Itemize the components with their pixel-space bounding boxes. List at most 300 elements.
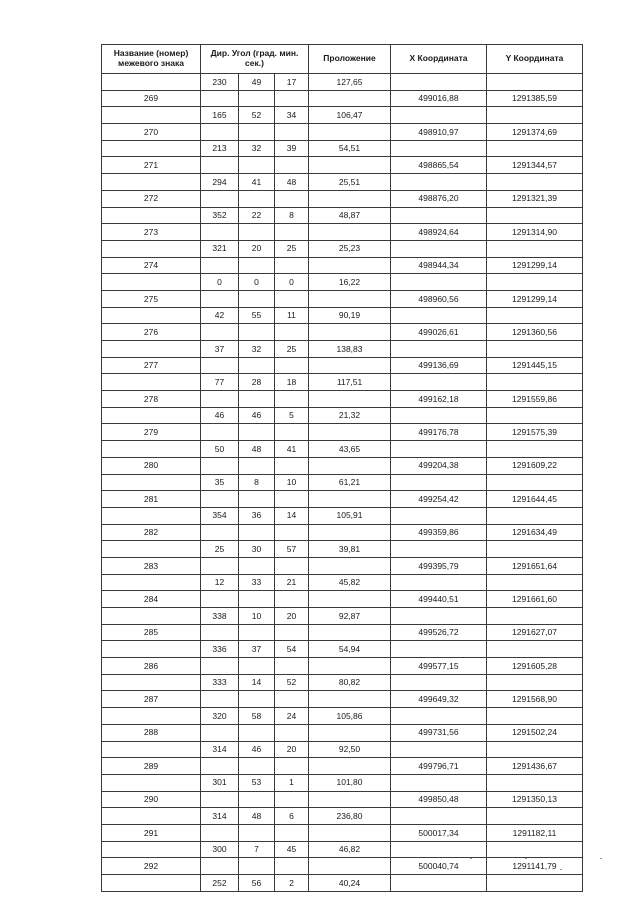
point-name: 278 [102, 391, 201, 408]
y-coordinate: 1291651,64 [487, 557, 583, 574]
angle-deg-empty [201, 724, 239, 741]
angle-deg-empty [201, 524, 239, 541]
angle-minutes: 7 [239, 841, 275, 858]
x-coordinate-empty [391, 507, 487, 524]
segment-length: 127,65 [309, 74, 391, 91]
angle-seconds: 25 [275, 341, 309, 358]
x-coordinate-empty [391, 674, 487, 691]
point-name-empty [102, 875, 201, 892]
angle-sec-empty [275, 357, 309, 374]
angle-min-empty [239, 491, 275, 508]
y-coordinate-empty [487, 74, 583, 91]
angle-degrees: 42 [201, 307, 239, 324]
y-coordinate: 1291436,67 [487, 758, 583, 775]
y-coordinate-empty [487, 641, 583, 658]
length-empty [309, 324, 391, 341]
angle-minutes: 32 [239, 341, 275, 358]
length-empty [309, 758, 391, 775]
angle-deg-empty [201, 90, 239, 107]
segment-row [102, 374, 583, 391]
point-name: 277 [102, 357, 201, 374]
angle-seconds: 5 [275, 407, 309, 424]
angle-seconds: 25 [275, 240, 309, 257]
segment-length: 61,21 [309, 474, 391, 491]
y-coordinate-empty [487, 574, 583, 591]
segment-row [102, 674, 583, 691]
angle-min-empty [239, 624, 275, 641]
length-empty [309, 524, 391, 541]
angle-sec-empty [275, 90, 309, 107]
segment-row [102, 140, 583, 157]
segment-length: 90,19 [309, 307, 391, 324]
point-name-empty [102, 107, 201, 124]
point-row [102, 824, 583, 841]
point-row [102, 224, 583, 241]
segment-row [102, 207, 583, 224]
y-coordinate-empty [487, 474, 583, 491]
y-coordinate-empty [487, 407, 583, 424]
y-coordinate: 1291299,14 [487, 257, 583, 274]
point-row [102, 391, 583, 408]
angle-deg-empty [201, 658, 239, 675]
y-coordinate-empty [487, 841, 583, 858]
angle-sec-empty [275, 658, 309, 675]
point-name: 273 [102, 224, 201, 241]
length-empty [309, 224, 391, 241]
angle-sec-empty [275, 324, 309, 341]
x-coordinate: 499254,42 [391, 491, 487, 508]
x-coordinate-empty [391, 74, 487, 91]
angle-sec-empty [275, 157, 309, 174]
segment-row [102, 708, 583, 725]
point-row [102, 858, 583, 875]
segment-length: 236,80 [309, 808, 391, 825]
point-name-empty [102, 341, 201, 358]
length-empty [309, 691, 391, 708]
table-header-row [102, 45, 583, 74]
angle-degrees: 321 [201, 240, 239, 257]
x-coordinate-empty [391, 274, 487, 291]
length-empty [309, 858, 391, 875]
point-name-empty [102, 407, 201, 424]
y-coordinate: 1291575,39 [487, 424, 583, 441]
angle-min-empty [239, 391, 275, 408]
angle-deg-empty [201, 391, 239, 408]
x-coordinate: 499796,71 [391, 758, 487, 775]
angle-degrees: 0 [201, 274, 239, 291]
angle-minutes: 33 [239, 574, 275, 591]
y-coordinate-empty [487, 708, 583, 725]
angle-deg-empty [201, 824, 239, 841]
y-coordinate-empty [487, 140, 583, 157]
y-coordinate: 1291344,57 [487, 157, 583, 174]
y-coordinate-empty [487, 741, 583, 758]
angle-sec-empty [275, 491, 309, 508]
y-coordinate-empty [487, 441, 583, 458]
segment-length: 105,86 [309, 708, 391, 725]
x-coordinate-empty [391, 341, 487, 358]
header-length: Проложение [309, 45, 391, 74]
point-row [102, 424, 583, 441]
angle-seconds: 54 [275, 641, 309, 658]
segment-length: 105,91 [309, 507, 391, 524]
x-coordinate-empty [391, 608, 487, 625]
segment-length: 46,82 [309, 841, 391, 858]
angle-sec-empty [275, 391, 309, 408]
angle-seconds: 20 [275, 741, 309, 758]
length-empty [309, 357, 391, 374]
angle-min-empty [239, 557, 275, 574]
angle-deg-empty [201, 190, 239, 207]
point-row [102, 591, 583, 608]
point-row [102, 491, 583, 508]
segment-length: 138,83 [309, 341, 391, 358]
angle-minutes: 28 [239, 374, 275, 391]
point-name-empty [102, 207, 201, 224]
angle-seconds: 11 [275, 307, 309, 324]
angle-sec-empty [275, 858, 309, 875]
segment-length: 16,22 [309, 274, 391, 291]
scan-speck [600, 858, 602, 859]
angle-degrees: 213 [201, 140, 239, 157]
angle-deg-empty [201, 257, 239, 274]
point-name: 276 [102, 324, 201, 341]
angle-seconds: 57 [275, 541, 309, 558]
angle-degrees: 333 [201, 674, 239, 691]
angle-degrees: 300 [201, 841, 239, 858]
length-empty [309, 491, 391, 508]
angle-sec-empty [275, 224, 309, 241]
x-coordinate-empty [391, 774, 487, 791]
point-name: 275 [102, 290, 201, 307]
y-coordinate: 1291182,11 [487, 824, 583, 841]
angle-seconds: 14 [275, 507, 309, 524]
point-row [102, 691, 583, 708]
angle-degrees: 320 [201, 708, 239, 725]
x-coordinate-empty [391, 541, 487, 558]
angle-min-empty [239, 691, 275, 708]
point-name: 286 [102, 658, 201, 675]
x-coordinate: 499026,61 [391, 324, 487, 341]
angle-degrees: 338 [201, 608, 239, 625]
angle-min-empty [239, 257, 275, 274]
scan-speck [525, 858, 527, 859]
x-coordinate: 499440,51 [391, 591, 487, 608]
length-empty [309, 124, 391, 141]
segment-row [102, 174, 583, 191]
angle-seconds: 20 [275, 608, 309, 625]
angle-degrees: 352 [201, 207, 239, 224]
angle-seconds: 8 [275, 207, 309, 224]
y-coordinate-empty [487, 875, 583, 892]
angle-degrees: 165 [201, 107, 239, 124]
angle-deg-empty [201, 457, 239, 474]
angle-seconds: 34 [275, 107, 309, 124]
point-name: 271 [102, 157, 201, 174]
y-coordinate: 1291644,45 [487, 491, 583, 508]
length-empty [309, 257, 391, 274]
angle-minutes: 46 [239, 741, 275, 758]
x-coordinate-empty [391, 441, 487, 458]
x-coordinate: 499395,79 [391, 557, 487, 574]
segment-length: 21,32 [309, 407, 391, 424]
x-coordinate: 500017,34 [391, 824, 487, 841]
segment-length: 117,51 [309, 374, 391, 391]
angle-minutes: 56 [239, 875, 275, 892]
y-coordinate: 1291374,69 [487, 124, 583, 141]
segment-length: 80,82 [309, 674, 391, 691]
y-coordinate: 1291634,49 [487, 524, 583, 541]
point-name-empty [102, 174, 201, 191]
y-coordinate-empty [487, 207, 583, 224]
header-direction-angle: Дир. Угол (град. мин. сек.) [201, 45, 309, 74]
angle-seconds: 18 [275, 374, 309, 391]
segment-row [102, 774, 583, 791]
angle-min-empty [239, 524, 275, 541]
angle-sec-empty [275, 791, 309, 808]
angle-minutes: 48 [239, 441, 275, 458]
x-coordinate: 499204,38 [391, 457, 487, 474]
angle-seconds: 45 [275, 841, 309, 858]
y-coordinate-empty [487, 107, 583, 124]
length-empty [309, 557, 391, 574]
angle-minutes: 49 [239, 74, 275, 91]
angle-minutes: 55 [239, 307, 275, 324]
angle-sec-empty [275, 124, 309, 141]
y-coordinate: 1291445,15 [487, 357, 583, 374]
point-name-empty [102, 708, 201, 725]
angle-degrees: 354 [201, 507, 239, 524]
length-empty [309, 658, 391, 675]
point-name-empty [102, 608, 201, 625]
x-coordinate-empty [391, 741, 487, 758]
point-name-empty [102, 74, 201, 91]
angle-sec-empty [275, 557, 309, 574]
angle-min-empty [239, 157, 275, 174]
point-name: 272 [102, 190, 201, 207]
angle-min-empty [239, 791, 275, 808]
point-name-empty [102, 808, 201, 825]
angle-minutes: 46 [239, 407, 275, 424]
segment-length: 48,87 [309, 207, 391, 224]
point-row [102, 190, 583, 207]
angle-deg-empty [201, 290, 239, 307]
point-name: 291 [102, 824, 201, 841]
angle-minutes: 10 [239, 608, 275, 625]
y-coordinate-empty [487, 808, 583, 825]
length-empty [309, 391, 391, 408]
angle-degrees: 37 [201, 341, 239, 358]
angle-minutes: 30 [239, 541, 275, 558]
length-empty [309, 190, 391, 207]
x-coordinate-empty [391, 107, 487, 124]
segment-row [102, 107, 583, 124]
y-coordinate-empty [487, 674, 583, 691]
survey-sheet [101, 44, 583, 892]
angle-deg-empty [201, 758, 239, 775]
angle-minutes: 32 [239, 140, 275, 157]
angle-sec-empty [275, 457, 309, 474]
angle-min-empty [239, 858, 275, 875]
x-coordinate-empty [391, 407, 487, 424]
angle-seconds: 1 [275, 774, 309, 791]
point-row [102, 791, 583, 808]
angle-sec-empty [275, 691, 309, 708]
segment-length: 92,87 [309, 608, 391, 625]
coordinates-table [101, 44, 583, 892]
angle-seconds: 52 [275, 674, 309, 691]
length-empty [309, 724, 391, 741]
point-name-empty [102, 240, 201, 257]
angle-sec-empty [275, 424, 309, 441]
y-coordinate: 1291385,59 [487, 90, 583, 107]
segment-length: 25,51 [309, 174, 391, 191]
x-coordinate: 499526,72 [391, 624, 487, 641]
segment-row [102, 875, 583, 892]
length-empty [309, 457, 391, 474]
segment-row [102, 274, 583, 291]
header-y-coordinate: Y Координата [487, 45, 583, 74]
angle-seconds: 21 [275, 574, 309, 591]
point-name: 284 [102, 591, 201, 608]
header-x-coordinate: X Координата [391, 45, 487, 74]
angle-sec-empty [275, 591, 309, 608]
point-name: 288 [102, 724, 201, 741]
angle-minutes: 14 [239, 674, 275, 691]
x-coordinate-empty [391, 174, 487, 191]
point-name: 270 [102, 124, 201, 141]
segment-row [102, 441, 583, 458]
angle-deg-empty [201, 591, 239, 608]
point-name: 283 [102, 557, 201, 574]
angle-minutes: 8 [239, 474, 275, 491]
x-coordinate-empty [391, 574, 487, 591]
y-coordinate: 1291360,56 [487, 324, 583, 341]
scan-speck [470, 858, 472, 859]
x-coordinate-empty [391, 875, 487, 892]
x-coordinate-empty [391, 708, 487, 725]
angle-minutes: 52 [239, 107, 275, 124]
point-name-empty [102, 474, 201, 491]
x-coordinate: 498910,97 [391, 124, 487, 141]
y-coordinate-empty [487, 174, 583, 191]
angle-deg-empty [201, 124, 239, 141]
point-row [102, 557, 583, 574]
angle-minutes: 22 [239, 207, 275, 224]
point-row [102, 758, 583, 775]
segment-row [102, 541, 583, 558]
y-coordinate: 1291321,39 [487, 190, 583, 207]
x-coordinate-empty [391, 307, 487, 324]
angle-seconds: 2 [275, 875, 309, 892]
segment-length: 106,47 [309, 107, 391, 124]
y-coordinate-empty [487, 541, 583, 558]
segment-length: 43,65 [309, 441, 391, 458]
x-coordinate: 499649,32 [391, 691, 487, 708]
angle-seconds: 10 [275, 474, 309, 491]
angle-minutes: 53 [239, 774, 275, 791]
segment-row [102, 608, 583, 625]
point-name: 289 [102, 758, 201, 775]
length-empty [309, 624, 391, 641]
y-coordinate-empty [487, 774, 583, 791]
x-coordinate: 499136,69 [391, 357, 487, 374]
point-row [102, 357, 583, 374]
point-row [102, 658, 583, 675]
point-name: 281 [102, 491, 201, 508]
angle-sec-empty [275, 290, 309, 307]
angle-min-empty [239, 824, 275, 841]
point-name: 274 [102, 257, 201, 274]
angle-minutes: 37 [239, 641, 275, 658]
angle-minutes: 20 [239, 240, 275, 257]
angle-sec-empty [275, 724, 309, 741]
x-coordinate: 499359,86 [391, 524, 487, 541]
x-coordinate: 498865,54 [391, 157, 487, 174]
segment-row [102, 574, 583, 591]
x-coordinate: 499850,48 [391, 791, 487, 808]
angle-min-empty [239, 90, 275, 107]
angle-sec-empty [275, 624, 309, 641]
angle-degrees: 314 [201, 808, 239, 825]
angle-min-empty [239, 357, 275, 374]
y-coordinate-empty [487, 307, 583, 324]
x-coordinate: 499162,18 [391, 391, 487, 408]
y-coordinate: 1291568,90 [487, 691, 583, 708]
angle-min-empty [239, 591, 275, 608]
x-coordinate: 499731,56 [391, 724, 487, 741]
x-coordinate: 499016,88 [391, 90, 487, 107]
segment-length: 40,24 [309, 875, 391, 892]
point-name-empty [102, 541, 201, 558]
y-coordinate-empty [487, 374, 583, 391]
angle-degrees: 25 [201, 541, 239, 558]
angle-seconds: 39 [275, 140, 309, 157]
angle-min-empty [239, 658, 275, 675]
point-name: 292 [102, 858, 201, 875]
angle-min-empty [239, 290, 275, 307]
x-coordinate-empty [391, 474, 487, 491]
x-coordinate: 499176,78 [391, 424, 487, 441]
point-name-empty [102, 441, 201, 458]
y-coordinate-empty [487, 240, 583, 257]
length-empty [309, 824, 391, 841]
angle-min-empty [239, 190, 275, 207]
y-coordinate: 1291141,79 [487, 858, 583, 875]
angle-deg-empty [201, 324, 239, 341]
segment-length: 54,51 [309, 140, 391, 157]
angle-seconds: 24 [275, 708, 309, 725]
point-row [102, 524, 583, 541]
point-name-empty [102, 741, 201, 758]
angle-degrees: 230 [201, 74, 239, 91]
y-coordinate: 1291605,28 [487, 658, 583, 675]
y-coordinate: 1291609,22 [487, 457, 583, 474]
angle-minutes: 0 [239, 274, 275, 291]
length-empty [309, 591, 391, 608]
point-name-empty [102, 307, 201, 324]
angle-seconds: 41 [275, 441, 309, 458]
angle-seconds: 6 [275, 808, 309, 825]
segment-row [102, 74, 583, 91]
length-empty [309, 90, 391, 107]
angle-minutes: 58 [239, 708, 275, 725]
angle-minutes: 48 [239, 808, 275, 825]
y-coordinate: 1291299,14 [487, 290, 583, 307]
point-name-empty [102, 274, 201, 291]
header-point-name: Название (номер) межевого знака [102, 45, 201, 74]
point-name: 280 [102, 457, 201, 474]
